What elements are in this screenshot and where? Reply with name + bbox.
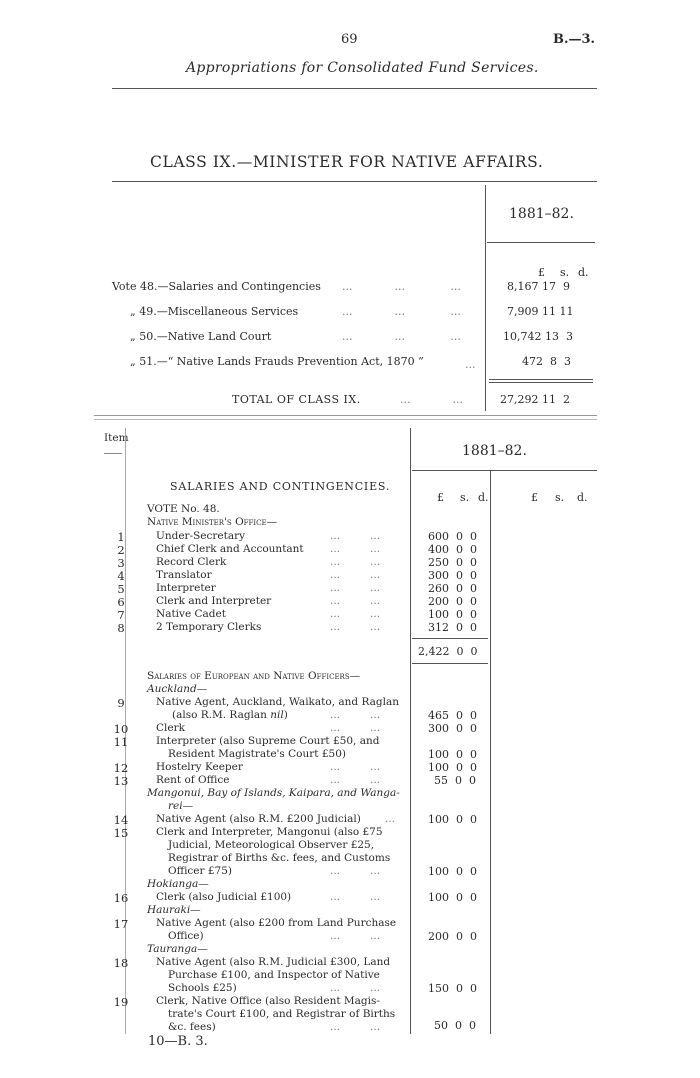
summary-row-amount: 472 8 3 [522, 355, 571, 368]
region-mangonui: Mangonui, Bay of Islands, Kaipara, and Wanga- [147, 787, 400, 799]
footer-reference: 10—B. 3. [148, 1034, 208, 1049]
summary-row-amount: 10,742 13 3 [503, 330, 573, 343]
detail-pence-header-2: d. [577, 491, 588, 504]
region-hauraki: Hauraki— [147, 904, 201, 916]
region-hokianga: Hokianga— [147, 878, 209, 890]
summary-row-label: „ 49.—Miscellaneous Services [130, 305, 299, 318]
section-title: SALARIES AND CONTINGENCIES. [170, 480, 391, 493]
detail-year: 1881–82. [462, 443, 527, 459]
page-number: 69 [341, 32, 358, 47]
summary-row-label: Vote 48.—Salaries and Contingencies [112, 280, 321, 293]
header-rule [112, 88, 597, 89]
document-reference: B.—3. [553, 32, 596, 47]
summary-pence-header: d. [578, 266, 589, 279]
summary-row-label: „ 51.—“ Native Lands Frauds Prevention Act, 1870 ” [130, 355, 424, 368]
summary-year: 1881–82. [509, 206, 574, 222]
detail-pound-header-2: £ [531, 491, 538, 504]
summary-row-amount: 8,167 17 9 [507, 280, 570, 293]
summary-shilling-header: s. [560, 266, 570, 279]
region-mangonui-cont: rei— [168, 800, 194, 812]
detail-shilling-header-2: s. [555, 491, 565, 504]
summary-total-rule [489, 379, 593, 380]
class-title: CLASS IX.—MINISTER FOR NATIVE AFFAIRS. [150, 153, 544, 171]
summary-pound-header: £ [538, 266, 545, 279]
region-auckland: Auckland— [147, 683, 208, 695]
summary-row-label: „ 50.—Native Land Court [130, 330, 272, 343]
office-subtotal: 2,422 0 0 [418, 645, 478, 658]
summary-total-label: TOTAL OF CLASS IX. [232, 393, 361, 406]
office-heading: Native Minister's Office— [147, 516, 278, 528]
summary-bottom-rule [94, 415, 597, 416]
detail-pound-header: £ [437, 491, 444, 504]
detail-year-rule [412, 470, 597, 471]
running-title: Appropriations for Consolidated Fund Services. [186, 60, 539, 76]
summary-year-rule [487, 242, 595, 243]
detail-pence-header: d. [478, 491, 489, 504]
region-tauranga: Tauranga— [147, 943, 208, 955]
detail-shilling-header: s. [460, 491, 470, 504]
amount-subcolumn-divider [490, 470, 491, 1034]
summary-total-amount: 27,292 11 2 [500, 393, 570, 406]
item-column-header: Item [104, 432, 129, 444]
summary-column-divider [485, 185, 486, 411]
officers-heading: Salaries of European and Native Officers— [147, 670, 361, 682]
amount-column-divider [410, 428, 411, 1034]
vote-label: VOTE No. 48. [147, 503, 220, 515]
summary-row-amount: 7,909 11 11 [507, 305, 574, 318]
class-title-rule [112, 181, 597, 182]
